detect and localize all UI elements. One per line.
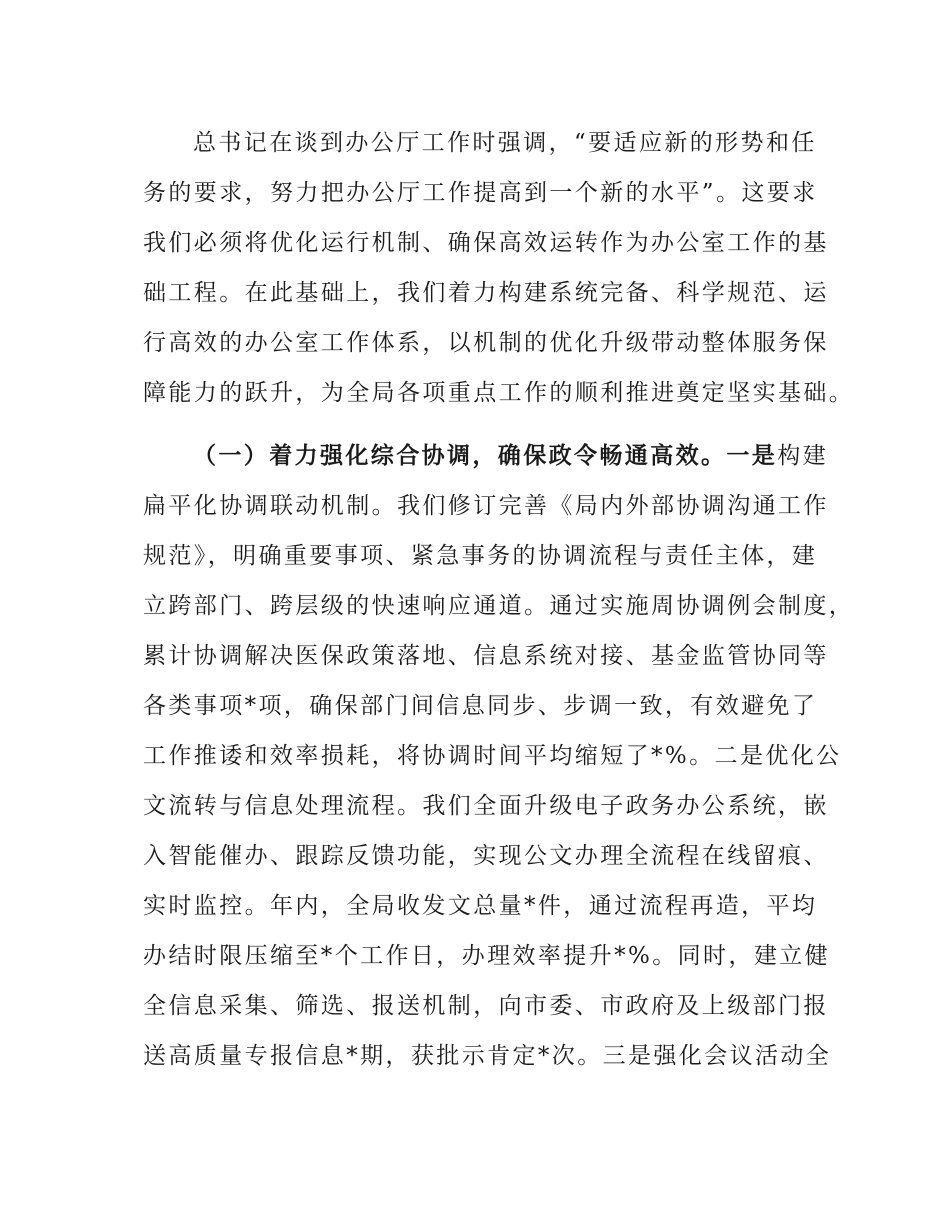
- text-line: 实时监控。年内，全局收发文总量*件，通过流程再造，平均: [143, 893, 818, 919]
- text-line: 规范》，明确重要事项、紧急事务的协调流程与责任主体，建: [143, 543, 818, 569]
- text-line: 累计协调解决医保政策落地、信息系统对接、基金监管协同等: [143, 643, 829, 669]
- section-first-line: [193, 441, 828, 471]
- text-line: 入智能催办、跟踪反馈功能，实现公文办理全流程在线留痕、: [143, 843, 829, 869]
- text-line: 总书记在谈到办公厅工作时强调，“要适应新的形势和任: [193, 130, 817, 156]
- text-line: 送高质量专报信息*期，获批示肯定*次。三是强化会议活动全: [143, 1043, 832, 1069]
- text-line: 各类事项*项，确保部门间信息同步、步调一致，有效避免了: [143, 693, 818, 719]
- text-line: 行高效的办公室工作体系，以机制的优化升级带动整体服务保: [143, 330, 829, 356]
- text-line: 文流转与信息处理流程。我们全面升级电子政务办公系统，嵌: [143, 793, 829, 819]
- text-line: 我们必须将优化运行机制、确保高效运转作为办公室工作的基: [143, 230, 829, 256]
- text-line: 办结时限压缩至*个工作日，办理效率提升*%。同时，建立健: [143, 943, 831, 969]
- text-line: 全信息采集、筛选、报送机制，向市委、市政府及上级部门报: [143, 993, 829, 1019]
- text-line: 扁平化协调联动机制。我们修订完善《局内外部协调沟通工作: [143, 493, 829, 519]
- text-line: 立跨部门、跨层级的快速响应通道。通过实施周协调例会制度，: [143, 593, 855, 619]
- text-line: 工作推诿和效率损耗，将协调时间平均缩短了*%。二是优化公: [143, 743, 842, 769]
- section-heading: （一）着力强化综合协调，确保政令畅通高效。一是: [193, 442, 778, 469]
- text-line: 务的要求，努力把办公厅工作提高到一个新的水平”。这要求: [143, 180, 818, 206]
- text-line: 础工程。在此基础上，我们着力构建系统完备、科学规范、运: [143, 280, 829, 306]
- text-fragment: 构建: [777, 443, 829, 469]
- text-line: 障能力的跃升，为全局各项重点工作的顺利推进奠定坚实基础。: [143, 380, 855, 406]
